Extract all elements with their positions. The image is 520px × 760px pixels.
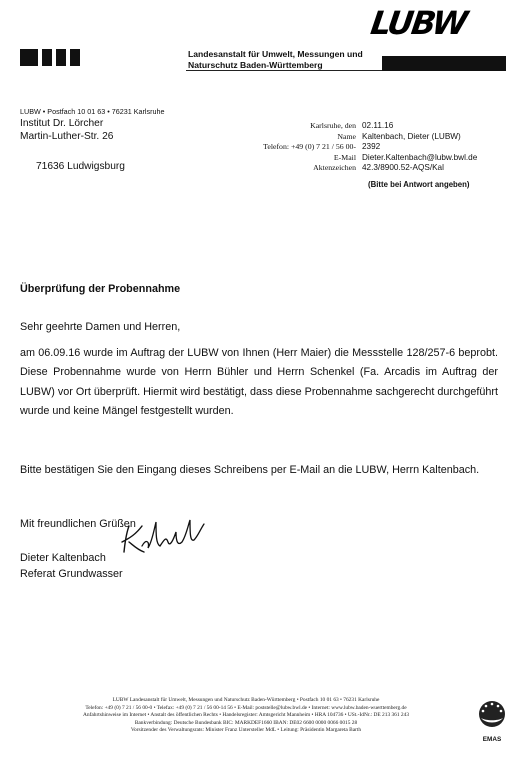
meta-value: Kaltenbach, Dieter (LUBW) xyxy=(362,131,461,141)
body-paragraph-1: am 06.09.16 wurde im Auftrag der LUBW von Ihnen (Herr Maier) die Messstelle 128/257-6 beprobt. Diese Probennahme wurde von Herrn Bühler und Herrn Schenkel (Fa. Arcadis im Auftrag der LUBW) vor Ort überprüft. Hiermit wird bestätigt, dass diese Probennahme sachgerecht durchgeführt wurde und keine Mängel festgestellt wurden. xyxy=(20,347,498,417)
meta-value: 42.3/8900.52-AQS/Kal xyxy=(362,163,444,173)
meta-label: Aktenzeichen xyxy=(313,163,356,173)
footer-line-4: Bankverbindung: Deutsche Bundesbank BIC: MARKDEF1660 IBAN: DE02 6600 0000 0066 0015 28 xyxy=(134,719,358,726)
recipient-city: 71636 Ludwigsburg xyxy=(36,161,125,172)
meta-label: Name xyxy=(337,131,356,141)
recipient-address xyxy=(20,117,113,143)
emas-icon xyxy=(476,700,508,730)
meta-row-name xyxy=(250,132,477,143)
handwritten-signature xyxy=(116,512,212,562)
meta-row-reference xyxy=(250,163,477,174)
meta-value: Dieter.Kaltenbach@lubw.bwl.de xyxy=(362,152,478,162)
body-paragraph-2: Bitte bestätigen Sie den Eingang dieses Schreibens per E-Mail an die LUBW, Herrn Kaltenbach. xyxy=(20,464,480,476)
meta-row-phone xyxy=(250,142,477,153)
footer-line-2: Telefon: +49 (0) 7 21 / 56 00-0 • Telefax: +49 (0) 7 21 / 56 00-14 56 • E-Mail: poststelle@lubw.bwl.de • Internet: www.lubw.baden-wuerttemberg.de xyxy=(85,704,407,711)
lubw-logo: LUBW xyxy=(368,4,469,42)
signer-name: Dieter Kaltenbach xyxy=(20,552,106,564)
meta-row-date xyxy=(250,121,477,132)
page-footer xyxy=(16,697,476,735)
meta-label: Telefon: +49 (0) 7 21 / 56 00- xyxy=(263,142,356,152)
closing: Mit freundlichen Grüßen xyxy=(20,518,136,530)
agency-line-1: Landesanstalt für Umwelt, Messungen und xyxy=(188,49,363,59)
agency-line-2: Naturschutz Baden-Württemberg xyxy=(188,60,323,70)
signature-block xyxy=(20,550,123,582)
header-bar xyxy=(382,56,506,71)
meta-label: Karlsruhe, den xyxy=(310,121,356,130)
letter-meta xyxy=(250,121,477,174)
reference-note: (Bitte bei Antwort angeben) xyxy=(368,180,470,189)
agency-name xyxy=(188,49,363,71)
header-rule xyxy=(186,70,382,71)
emas-label: EMAS xyxy=(482,736,502,743)
meta-value: 2392 xyxy=(362,142,381,152)
signer-unit: Referat Grundwasser xyxy=(20,568,123,580)
emas-logo xyxy=(476,700,508,743)
footer-line-1: LUBW Landesanstalt für Umwelt, Messungen und Naturschutz Baden-Württemberg • Postfach 10 01 63 • 76231 Karlsruhe xyxy=(112,697,380,703)
sender-line: LUBW • Postfach 10 01 63 • 76231 Karlsruhe xyxy=(20,107,165,116)
meta-label: E-Mail xyxy=(333,152,356,162)
footer-line-5: Vorsitzender des Verwaltungsrats: Minister Franz Untersteller MdL • Leitung: Präsidentin Margareta Barth xyxy=(130,727,362,734)
letter-subject: Überprüfung der Probennahme xyxy=(20,283,181,295)
salutation: Sehr geehrte Damen und Herren, xyxy=(20,321,181,333)
meta-row-email xyxy=(250,153,477,164)
header-blocks xyxy=(20,49,80,66)
meta-value: 02.11.16 xyxy=(362,121,394,130)
recipient-street: Martin-Luther-Str. 26 xyxy=(20,131,114,142)
recipient-name: Institut Dr. Lörcher xyxy=(20,118,104,129)
footer-line-3: Anfahrtshinweise im Internet • Anstalt des öffentlichen Rechts • Handelsregister: Amtsgericht Mannheim • HRA 104736 • USt.-IdNr.: DE 213 361 243 xyxy=(82,712,410,719)
